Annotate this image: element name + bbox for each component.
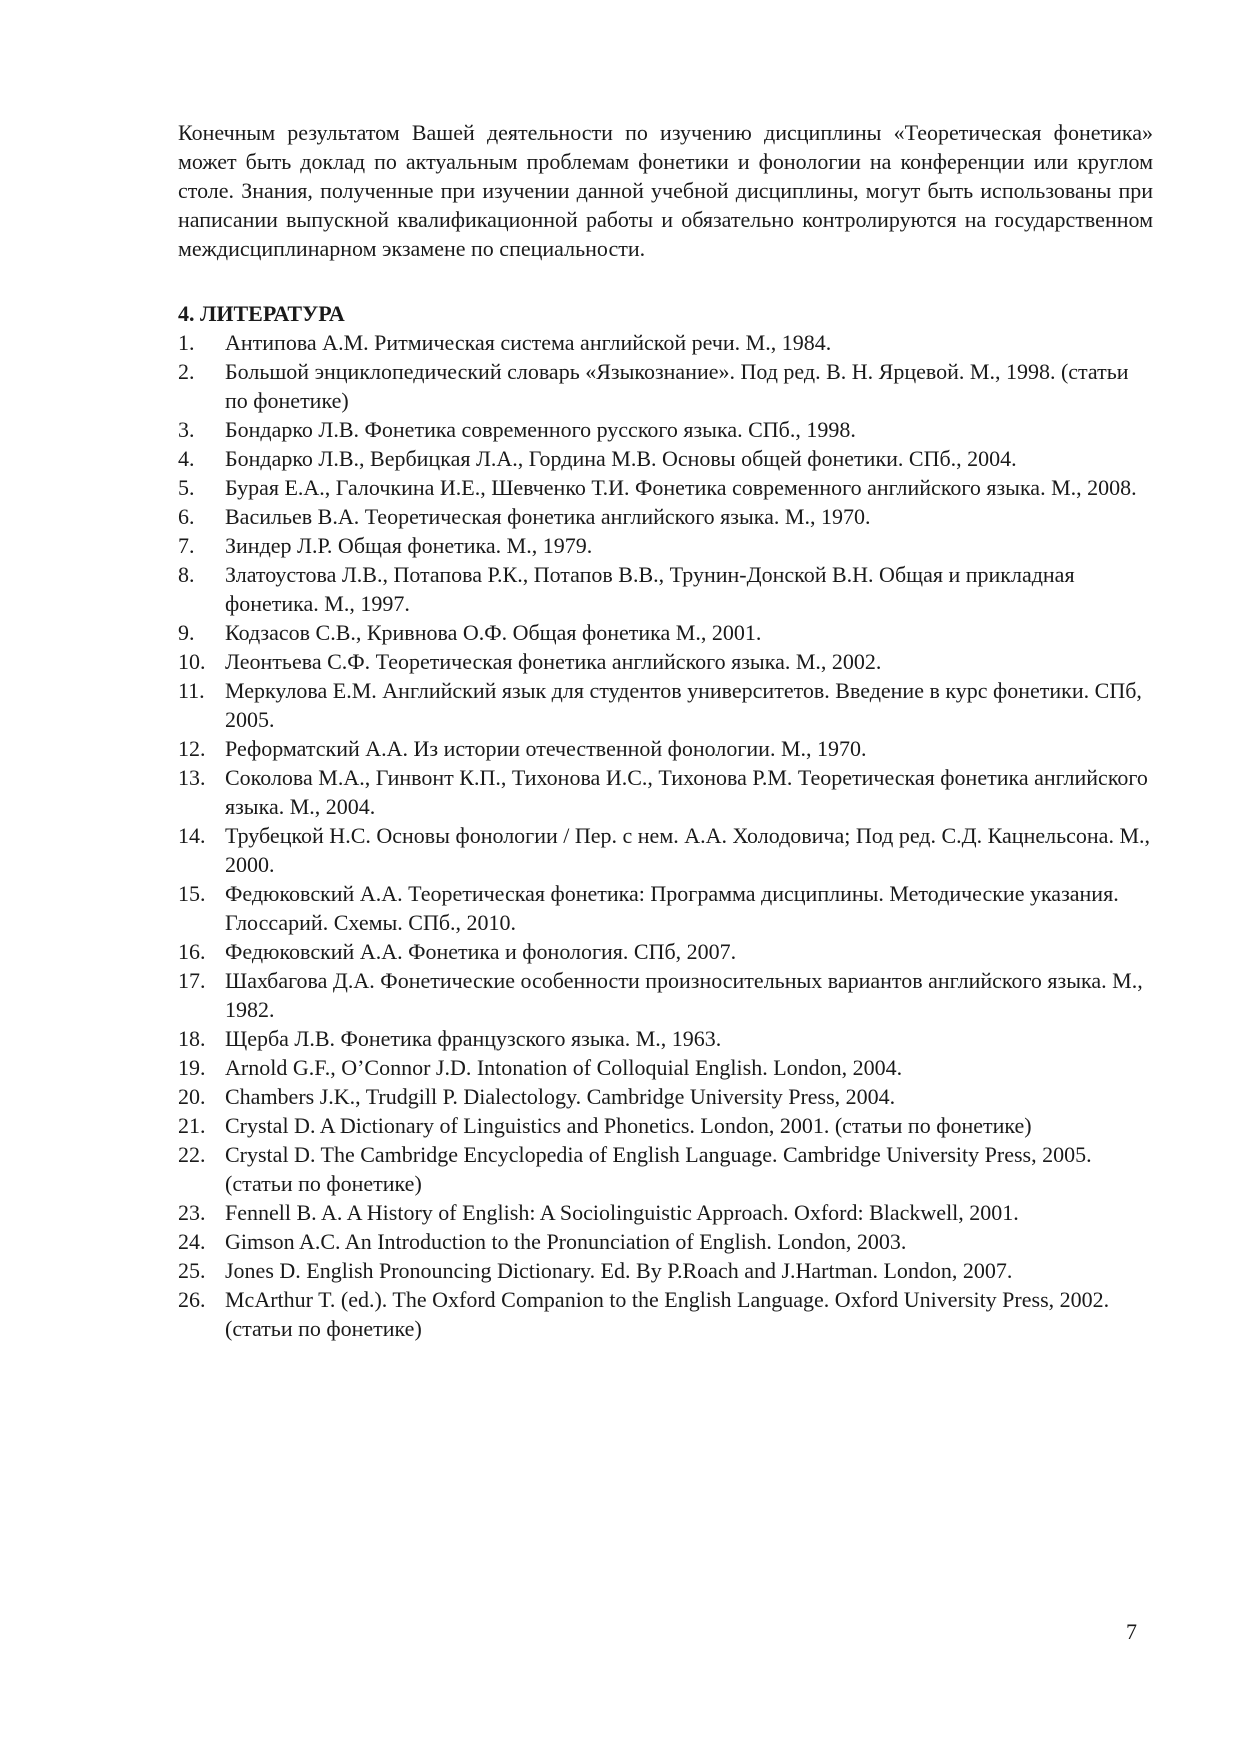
reference-number: 14. [178, 823, 206, 848]
reference-number: 18. [178, 1026, 206, 1051]
reference-item [178, 618, 1153, 647]
reference-text: Arnold G.F., O’Connor J.D. Intonation of Colloquial English. London, 2004. [225, 1055, 903, 1080]
reference-number: 8. [178, 562, 195, 587]
reference-text: Леонтьева С.Ф. Теоретическая фонетика английского языка. М., 2002. [225, 649, 882, 674]
page-content [178, 118, 1153, 1343]
reference-text: McArthur T. (ed.). The Oxford Companion to the English Language. Oxford University Press, 2002. (статьи по фонетике) [225, 1287, 1110, 1341]
reference-list [178, 328, 1153, 1343]
reference-text: Златоустова Л.В., Потапова Р.К., Потапов В.В., Трунин-Донской В.Н. Общая и прикладная фонетика. М., 1997. [225, 562, 1075, 616]
reference-item [178, 560, 1153, 618]
reference-item [178, 1198, 1153, 1227]
reference-item [178, 531, 1153, 560]
reference-text: Антипова А.М. Ритмическая система английской речи. М., 1984. [225, 330, 832, 355]
reference-number: 22. [178, 1142, 206, 1167]
reference-text: Зиндер Л.Р. Общая фонетика. М., 1979. [225, 533, 593, 558]
reference-text: Jones D. English Pronouncing Dictionary. Ed. By P.Roach and J.Hartman. London, 2007. [225, 1258, 1013, 1283]
reference-number: 1. [178, 330, 195, 355]
reference-item [178, 1024, 1153, 1053]
reference-item [178, 1227, 1153, 1256]
reference-item [178, 937, 1153, 966]
reference-item [178, 676, 1153, 734]
reference-number: 21. [178, 1113, 206, 1138]
section-heading: 4. ЛИТЕРАТУРА [178, 301, 345, 326]
reference-text: Бондарко Л.В., Вербицкая Л.А., Гордина М.В. Основы общей фонетики. СПб., 2004. [225, 446, 1017, 471]
reference-text: Щерба Л.В. Фонетика французского языка. М., 1963. [225, 1026, 722, 1051]
reference-number: 24. [178, 1229, 206, 1254]
reference-text: Соколова М.А., Гинвонт К.П., Тихонова И.С., Тихонова Р.М. Теоретическая фонетика английского языка. М., 2004. [225, 765, 1148, 819]
reference-text: Меркулова Е.М. Английский язык для студентов университетов. Введение в курс фонетики. СПб, 2005. [225, 678, 1142, 732]
reference-number: 25. [178, 1258, 206, 1283]
reference-text: Crystal D. A Dictionary of Linguistics and Phonetics. London, 2001. (статьи по фонетике) [225, 1113, 1032, 1138]
reference-number: 15. [178, 881, 206, 906]
reference-text: Кодзасов С.В., Кривнова О.Ф. Общая фонетика М., 2001. [225, 620, 762, 645]
reference-number: 20. [178, 1084, 206, 1109]
reference-number: 3. [178, 417, 195, 442]
reference-number: 2. [178, 359, 195, 384]
reference-number: 26. [178, 1287, 206, 1312]
reference-number: 13. [178, 765, 206, 790]
reference-item [178, 357, 1153, 415]
reference-text: Реформатский А.А. Из истории отечественной фонологии. М., 1970. [225, 736, 867, 761]
reference-item [178, 879, 1153, 937]
reference-number: 10. [178, 649, 206, 674]
reference-item [178, 444, 1153, 473]
reference-item [178, 966, 1153, 1024]
reference-text: Федюковский А.А. Фонетика и фонология. СПб, 2007. [225, 939, 737, 964]
reference-item [178, 821, 1153, 879]
reference-item [178, 1140, 1153, 1198]
reference-text: Васильев В.А. Теоретическая фонетика английского языка. М., 1970. [225, 504, 871, 529]
reference-item [178, 647, 1153, 676]
reference-item [178, 1053, 1153, 1082]
reference-item [178, 1256, 1153, 1285]
reference-text: Большой энциклопедический словарь «Языкознание». Под ред. В. Н. Ярцевой. М., 1998. (статьи по фонетике) [225, 359, 1129, 413]
reference-item [178, 473, 1153, 502]
reference-number: 4. [178, 446, 195, 471]
page-number: 7 [1126, 1619, 1137, 1644]
reference-text: Бурая Е.А., Галочкина И.Е., Шевченко Т.И. Фонетика современного английского языка. М., 2008. [225, 475, 1137, 500]
reference-item [178, 415, 1153, 444]
reference-item [178, 1082, 1153, 1111]
reference-number: 7. [178, 533, 195, 558]
reference-text: Crystal D. The Cambridge Encyclopedia of English Language. Cambridge University Press, 2005. (статьи по фонетике) [225, 1142, 1092, 1196]
intro-paragraph: Конечным результатом Вашей деятельности по изучению дисциплины «Теоретическая фонетика» может быть доклад по актуальным проблемам фонетики и фонологии на конференции или круглом столе. Знания, полученные при изучении данной учебной дисциплины, могут быть использованы при написании выпускной квалификационной работы и обязательно контролируются на государственном междисциплинарном экзамене по специальности. [178, 120, 1153, 261]
reference-text: Chambers J.K., Trudgill P. Dialectology. Cambridge University Press, 2004. [225, 1084, 896, 1109]
reference-number: 16. [178, 939, 206, 964]
reference-number: 17. [178, 968, 206, 993]
reference-number: 23. [178, 1200, 206, 1225]
reference-item [178, 1111, 1153, 1140]
reference-item [178, 502, 1153, 531]
reference-item [178, 328, 1153, 357]
reference-text: Федюковский А.А. Теоретическая фонетика: Программа дисциплины. Методические указания. Глоссарий. Схемы. СПб., 2010. [225, 881, 1119, 935]
reference-text: Бондарко Л.В. Фонетика современного русского языка. СПб., 1998. [225, 417, 856, 442]
reference-number: 9. [178, 620, 195, 645]
reference-item [178, 763, 1153, 821]
reference-item [178, 734, 1153, 763]
reference-number: 6. [178, 504, 195, 529]
reference-number: 5. [178, 475, 195, 500]
reference-text: Трубецкой Н.С. Основы фонологии / Пер. с нем. А.А. Холодовича; Под ред. С.Д. Кацнельсона. М., 2000. [225, 823, 1150, 877]
reference-number: 19. [178, 1055, 206, 1080]
reference-item [178, 1285, 1153, 1343]
reference-number: 11. [178, 678, 205, 703]
reference-text: Шахбагова Д.А. Фонетические особенности произносительных вариантов английского языка. М., 1982. [225, 968, 1143, 1022]
reference-text: Fennell B. A. A History of English: A Sociolinguistic Approach. Oxford: Blackwell, 2001. [225, 1200, 1019, 1225]
reference-text: Gimson A.C. An Introduction to the Pronunciation of English. London, 2003. [225, 1229, 907, 1254]
reference-number: 12. [178, 736, 206, 761]
